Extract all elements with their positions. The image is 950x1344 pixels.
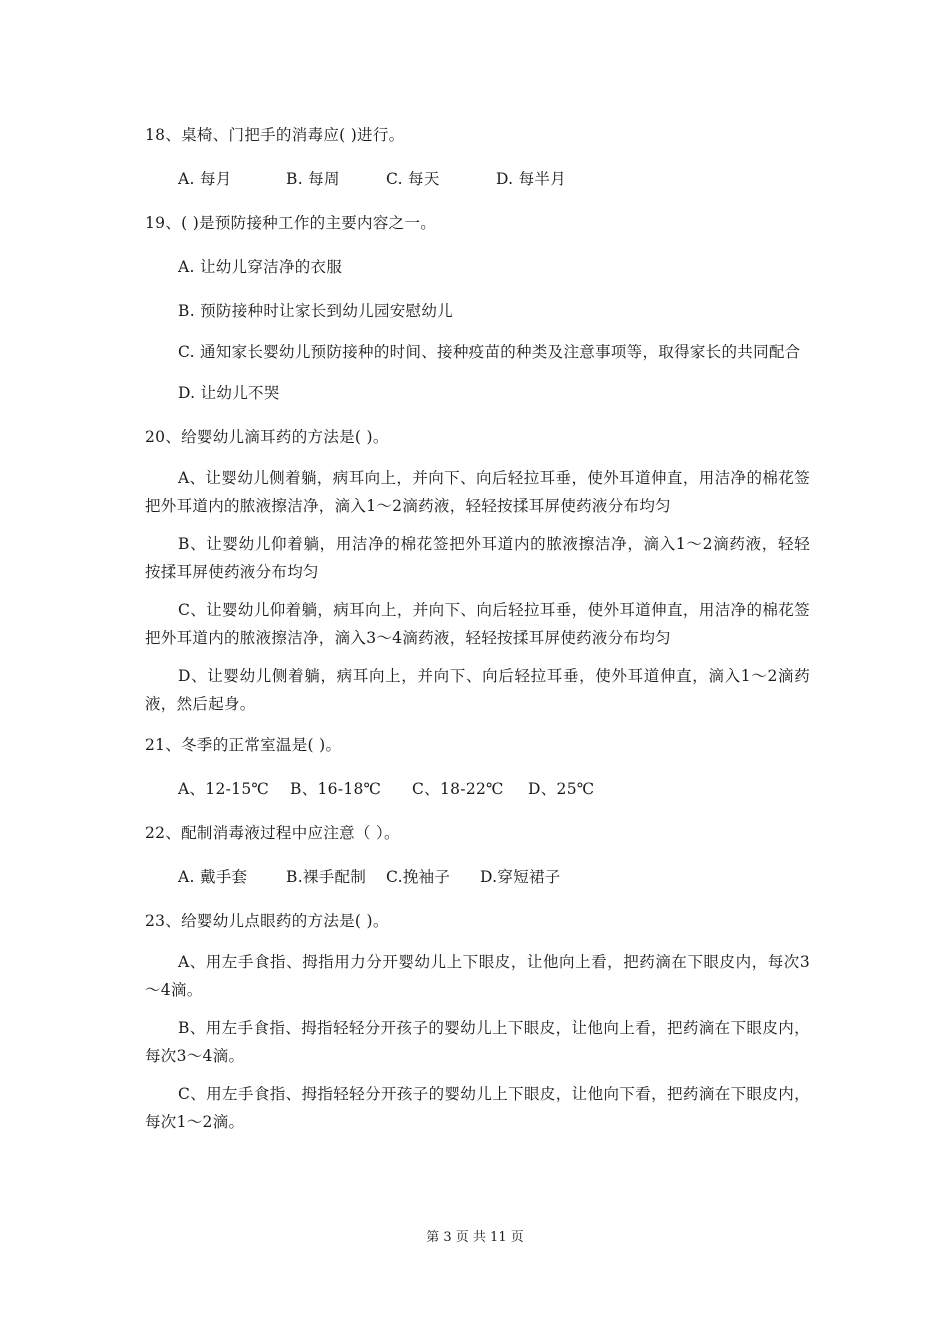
option-d: D、25℃	[528, 780, 595, 798]
question-18-options	[145, 162, 810, 196]
question-23-option-c: C、用左手食指、拇指轻轻分开孩子的婴幼儿上下眼皮，让他向下看，把药滴在下眼皮内，每次1～2滴。	[145, 1085, 810, 1131]
question-20-option-d: D、让婴幼儿侧着躺，病耳向上，并向下、向后轻拉耳垂，使外耳道伸直，滴入1～2滴药液，然后起身。	[145, 667, 810, 713]
question-20-stem: 20、给婴幼儿滴耳药的方法是( )。	[145, 428, 389, 446]
question-21-options	[145, 772, 810, 806]
question-22-stem: 22、配制消毒液过程中应注意（ ）。	[145, 824, 400, 842]
option-a: A. 每月	[178, 170, 232, 188]
question-23-option-a: A、用左手食指、拇指用力分开婴幼儿上下眼皮，让他向上看，把药滴在下眼皮内，每次3～4滴。	[145, 953, 810, 999]
question-23-option-b: B、用左手食指、拇指轻轻分开孩子的婴幼儿上下眼皮，让他向上看，把药滴在下眼皮内，每次3～4滴。	[145, 1019, 810, 1065]
question-19-stem: 19、( )是预防接种工作的主要内容之一。	[145, 214, 437, 232]
page-footer: 第 3 页 共 11 页	[426, 1230, 524, 1245]
question-19-option-b: B. 预防接种时让家长到幼儿园安慰幼儿	[178, 302, 453, 320]
option-c: C. 每天	[386, 170, 440, 188]
question-20-option-a: A、让婴幼儿侧着躺，病耳向上，并向下、向后轻拉耳垂，使外耳道伸直，用洁净的棉花签把外耳道内的脓液擦洁净，滴入1～2滴药液，轻轻按揉耳屏使药液分布均匀	[145, 469, 810, 515]
question-20-option-c: C、让婴幼儿仰着躺，病耳向上，并向下、向后轻拉耳垂，使外耳道伸直，用洁净的棉花签把外耳道内的脓液擦洁净，滴入3～4滴药液，轻轻按揉耳屏使药液分布均匀	[145, 601, 810, 647]
question-19-option-c: C. 通知家长婴幼儿预防接种的时间、接种疫苗的种类及注意事项等，取得家长的共同配合	[178, 343, 801, 361]
option-d: D. 每半月	[496, 170, 567, 188]
question-20-option-b: B、让婴幼儿仰着躺，用洁净的棉花签把外耳道内的脓液擦洁净，滴入1～2滴药液，轻轻按揉耳屏使药液分布均匀	[145, 535, 810, 581]
question-21-stem: 21、冬季的正常室温是( )。	[145, 736, 342, 754]
option-a: A、12-15℃	[178, 780, 270, 798]
option-b: B. 每周	[286, 170, 340, 188]
question-19-option-d: D. 让幼儿不哭	[178, 384, 280, 402]
option-c: C.挽袖子	[386, 868, 451, 886]
question-22-options	[145, 860, 810, 894]
option-b: B.裸手配制	[286, 868, 367, 886]
question-19-option-a: A. 让幼儿穿洁净的衣服	[178, 258, 343, 276]
question-18-stem: 18、桌椅、门把手的消毒应( )进行。	[145, 126, 405, 144]
question-23-stem: 23、给婴幼儿点眼药的方法是( )。	[145, 912, 389, 930]
option-a: A. 戴手套	[178, 868, 248, 886]
option-c: C、18-22℃	[412, 780, 504, 798]
document-page	[145, 118, 810, 1136]
option-d: D.穿短裙子	[480, 868, 561, 886]
option-b: B、16-18℃	[290, 780, 382, 798]
